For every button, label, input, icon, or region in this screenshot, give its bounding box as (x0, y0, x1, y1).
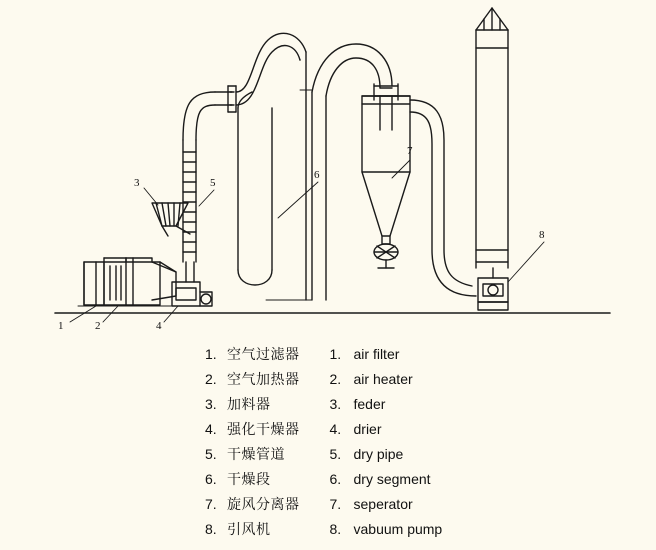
legend-number: 5. (205, 446, 217, 462)
legend-column-chinese (205, 342, 300, 542)
legend-number: 7. (205, 496, 217, 512)
legend-label: air filter (353, 346, 400, 362)
callout-label-6: 6 (314, 169, 320, 181)
legend-item (330, 367, 443, 392)
legend-item (205, 517, 300, 542)
legend-item (205, 367, 300, 392)
legend-item (205, 492, 300, 517)
legend-label: 空气加热器 (227, 371, 300, 387)
first-bend (183, 86, 236, 140)
legend-label: feder (353, 396, 386, 412)
legend-label: 空气过滤器 (227, 346, 300, 362)
legend-number: 6. (205, 471, 217, 487)
legend-item (205, 342, 300, 367)
legend-label: 加料器 (227, 396, 271, 412)
legend-item (330, 467, 443, 492)
legend-number: 8. (329, 521, 342, 537)
legend-number: 4. (205, 421, 217, 437)
callout-label-2: 2 (95, 320, 101, 332)
callout-label-8: 8 (539, 229, 545, 241)
legend-number: 2. (329, 371, 342, 387)
legend-item (205, 417, 300, 442)
legend-number: 3. (205, 396, 217, 412)
legend-number: 2. (205, 371, 217, 387)
legend-label: dry pipe (353, 446, 404, 462)
drier-base (172, 262, 212, 306)
legend-label: vabuum pump (353, 521, 443, 537)
legend-number: 6. (329, 471, 342, 487)
legend-label: 引风机 (227, 521, 271, 537)
legend-number: 4. (329, 421, 342, 437)
legend-label: 强化干燥器 (227, 421, 300, 437)
legend-label: 干燥管道 (227, 446, 285, 462)
legend-number: 1. (205, 346, 217, 362)
legend-number: 8. (205, 521, 217, 537)
legend-label: drier (353, 421, 382, 437)
legend-item (330, 517, 443, 542)
callout-label-7: 7 (407, 145, 413, 157)
cyclone-outlet-duct (410, 100, 476, 296)
dry-segment-u-tube (236, 33, 312, 300)
legend-item (330, 492, 443, 517)
legend-label: 干燥段 (227, 471, 271, 487)
legend-item (205, 467, 300, 492)
vacuum-pump (478, 268, 508, 310)
legend (205, 342, 625, 542)
legend-label: 旋风分离器 (227, 496, 300, 512)
legend-number: 7. (329, 496, 342, 512)
legend-column-english (330, 342, 443, 542)
legend-item (205, 392, 300, 417)
cyclone-separator (362, 96, 410, 268)
legend-number: 3. (329, 396, 342, 412)
legend-label: air heater (353, 371, 413, 387)
callout-label-5: 5 (210, 177, 216, 189)
feeder-hopper (152, 203, 190, 236)
legend-number: 5. (329, 446, 342, 462)
callout-label-3: 3 (134, 177, 140, 189)
legend-label: seperator (353, 496, 413, 512)
exhaust-stack (476, 8, 508, 268)
dry-pipe-riser (183, 140, 196, 262)
legend-number: 1. (329, 346, 342, 362)
callout-label-4: 4 (156, 320, 162, 332)
air-filter-heater-unit (84, 258, 176, 305)
legend-item (330, 417, 443, 442)
legend-item (330, 392, 443, 417)
legend-item (330, 442, 443, 467)
legend-item (205, 442, 300, 467)
legend-label: dry segment (353, 471, 431, 487)
callout-leaders (70, 160, 544, 322)
callout-label-1: 1 (58, 320, 64, 332)
legend-item (330, 342, 443, 367)
